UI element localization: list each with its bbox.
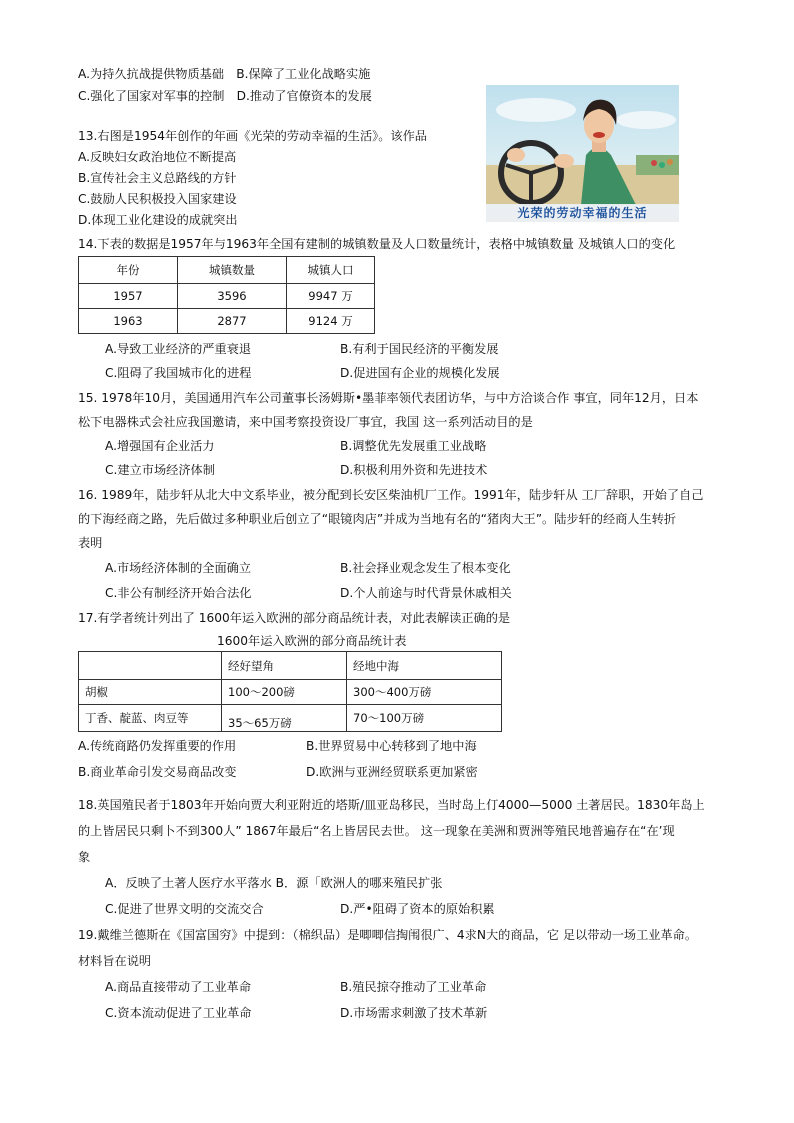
- table-cell: 3596: [178, 284, 287, 309]
- table-row: [79, 680, 502, 705]
- question-16-stem-line-2: 的下海经商之路，先后做过多种职业后创立了“眼镜肉店”并成为当地有名的“猪肉大王”。陆步轩的经商人生转折: [78, 512, 677, 526]
- question-18-option-c: C.促进了世界文明的交流交合: [105, 902, 264, 916]
- question-18-stem-line-3: 象: [78, 850, 91, 864]
- question-19-option-b: B.殖民掠夺推动了工业革命: [340, 980, 487, 994]
- question-19-option-d: D.市场需求刺激了技术革新: [340, 1006, 488, 1020]
- question-14-stem: 14.下表的数据是1957年与1963年全国有建制的城镇数量及人口数量统计，表格中城镇数量 及城镇人口的变化: [78, 237, 676, 251]
- option-line-a-b: A.为持久抗战提供物质基础 B.保障了工业化战略实施: [78, 67, 371, 81]
- table-header: 城镇数量: [178, 257, 287, 284]
- table-cell: 胡椒: [79, 680, 222, 705]
- table-row: [79, 257, 375, 284]
- question-18-option-d: D.严•阻碍了资本的原始积累: [340, 902, 495, 916]
- table-cell: 2877: [178, 309, 287, 334]
- table-cell: 丁香、靛蓝、肉豆等: [79, 705, 222, 732]
- question-18-stem-line-1: 18.英国殖民者于1803年开始向贾大利亚附近的塔斯/皿亚岛移民，当时岛上仃4000—5000 土著居民。1830年岛上: [78, 798, 705, 812]
- question-15-option-a: A.增强国有企业活力: [105, 439, 215, 453]
- question-16-stem-line-1: 16. 1989年，陆步轩从北大中文系毕业，被分配到长安区柴油机厂工作。1991年，陆步轩从 工厂辞职，开始了自己: [78, 488, 704, 502]
- question-13-option-c: C.鼓励人民积极投入国家建设: [78, 192, 237, 206]
- question-15-stem-line-2: 松下电器株式会社应我国邀请，来中国考察投资设厂事宜，我国 这一系列活动目的是: [78, 415, 533, 429]
- table-row: [79, 284, 375, 309]
- question-16-option-d: D.个人前途与时代背景休戚相关: [340, 586, 512, 600]
- table-header: 经地中海: [347, 652, 502, 680]
- poster-caption: 光荣的劳动幸福的生活: [486, 204, 679, 222]
- question-14-option-c: C.阻碍了我国城市化的进程: [105, 366, 252, 380]
- question-15-option-d: D.积极利用外资和先进技术: [340, 463, 488, 477]
- question-14-option-b: B.有利于国民经济的平衡发展: [340, 342, 499, 356]
- question-19-stem-line-2: 材料旨在说明: [78, 954, 152, 968]
- question-13-option-b: B.宣传社会主义总路线的方针: [78, 171, 237, 185]
- question-16-option-a: A.市场经济体制的全面确立: [105, 561, 252, 575]
- question-13-stem: 13.右图是1954年创作的年画《光荣的劳动幸福的生活》。该作品: [78, 129, 427, 143]
- poster-illustration: [486, 85, 679, 222]
- table-cell: 1963: [79, 309, 178, 334]
- question-19-option-a: A.商品直接带动了工业革命: [105, 980, 252, 994]
- option-line-c-d: C.强化了国家对军事的控制 D.推动了官僚资本的发展: [78, 89, 372, 103]
- table-cell: 70～100万磅: [347, 705, 502, 732]
- table-cell: 1957: [79, 284, 178, 309]
- table-row: [79, 309, 375, 334]
- table-cell: 300～400万磅: [347, 680, 502, 705]
- question-13-option-d: D.体现工业化建设的成就突出: [78, 213, 238, 227]
- table-header: [79, 652, 222, 680]
- table-cell: 9124 万: [287, 309, 375, 334]
- question-18-stem-line-2: 的上皆居民只剩卜不到300人” 1867年最后“名上皆居民去世。 这一现象在美洲和贾洲等殖民地普遍存在“在’现: [78, 824, 675, 838]
- question-15-option-b: B.调整优先发展重工业战略: [340, 439, 487, 453]
- table-17-title: 1600年运入欧洲的部分商品统计表: [217, 634, 407, 648]
- question-16-option-b: B.社会择业观念发生了根本变化: [340, 561, 511, 575]
- table-row: [79, 652, 502, 680]
- poster-image: [486, 85, 679, 222]
- question-16-option-c: C.非公有制经济开始合法化: [105, 586, 252, 600]
- question-18-option-a-b: A．反映了土著人医疗水平落水 B．源「欧洲人的哪来殖民扩张: [105, 876, 443, 890]
- table-14: [78, 256, 375, 334]
- table-header: 年份: [79, 257, 178, 284]
- question-17-stem: 17.有学者统计列出了 1600年运入欧洲的部分商品统计表，对此表解读正确的是: [78, 611, 511, 625]
- table-row: [79, 705, 502, 732]
- table-header: 经好望角: [222, 652, 347, 680]
- table-cell: 35～65万磅: [222, 705, 347, 732]
- question-17-option-b: B.世界贸易中心转移到了地中海: [306, 739, 477, 753]
- question-17-option-a: A.传统商路仍发挥重要的作用: [78, 739, 237, 753]
- question-17-option-c: B.商业革命引发交易商品改变: [78, 765, 237, 779]
- question-19-option-c: C.资本流动促进了工业革命: [105, 1006, 252, 1020]
- table-header: 城镇人口: [287, 257, 375, 284]
- question-16-stem-line-3: 表明: [78, 536, 103, 550]
- table-cell: 100～200磅: [222, 680, 347, 705]
- question-14-option-d: D.促进国有企业的规模化发展: [340, 366, 500, 380]
- question-19-stem-line-1: 19.戴维兰德斯在《国富国穷》中提到：（棉织品）是唧唧信掏闱很广、4求N大的商品，它 足以带动一场工业革命。: [78, 928, 698, 942]
- question-15-option-c: C.建立市场经济体制: [105, 463, 215, 477]
- question-17-option-d: D.欧洲与亚洲经贸联系更加紧密: [306, 765, 478, 779]
- table-cell: 9947 万: [287, 284, 375, 309]
- question-13-option-a: A.反映妇女政治地位不断提高: [78, 150, 237, 164]
- question-15-stem-line-1: 15. 1978年10月，美国通用汽车公司董事长汤姆斯•墨菲率领代表团访华，与中方洽谈合作 事宜，同年12月，日本: [78, 391, 699, 405]
- question-14-option-a: A.导致工业经济的严重衰退: [105, 342, 252, 356]
- table-17: [78, 651, 502, 732]
